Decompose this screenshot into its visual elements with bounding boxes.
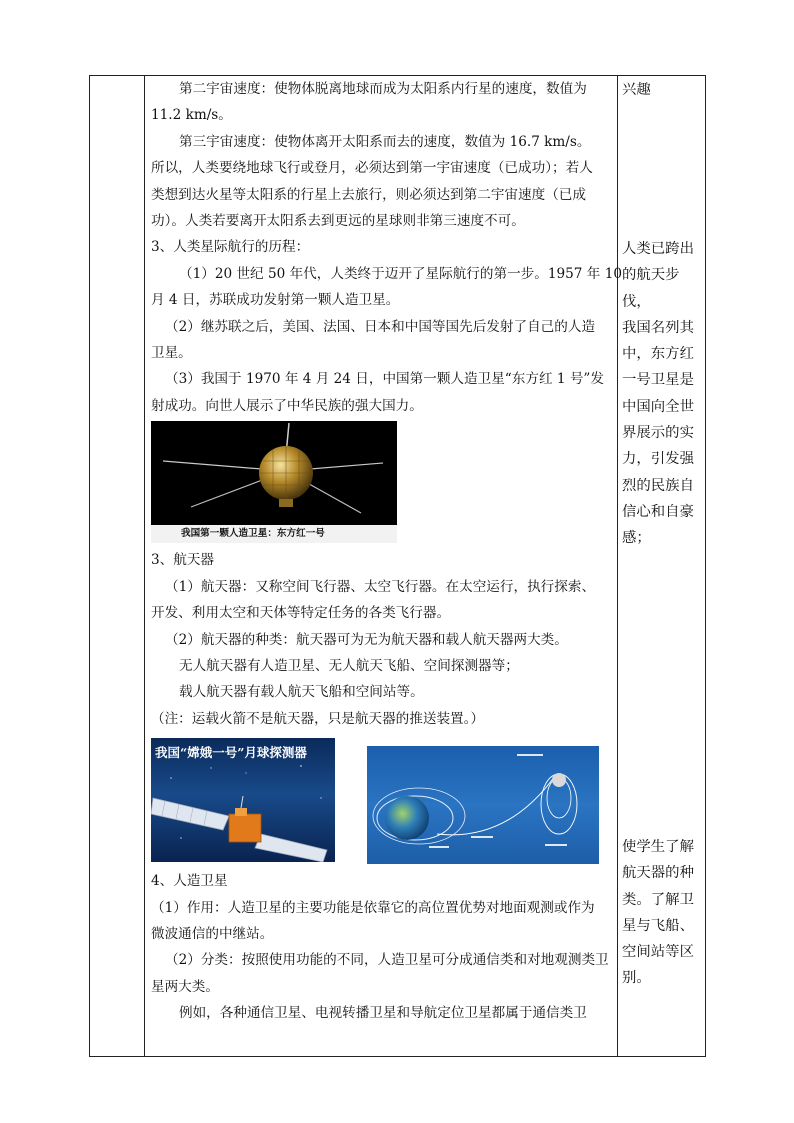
- satellite-illustration: [151, 421, 397, 525]
- side-note-line: 我国名列其: [622, 319, 694, 336]
- content-line: （2）继苏联之后，美国、法国、日本和中国等国先后发射了自己的人造: [165, 318, 596, 335]
- content-line: （3）我国于 1970 年 4 月 24 日，中国第一颗人造卫星“东方红 1 号”发: [165, 371, 604, 388]
- side-note-line: 的航天步伐，: [622, 267, 680, 310]
- side-note-line: 空间站等区: [622, 944, 694, 961]
- content-line: （1）作用：人造卫星的主要功能是依靠它的高位置优势对地面观测或作为: [151, 899, 595, 916]
- side-note-line: 中，东方红: [622, 346, 694, 363]
- content-line: 载人航天器有载人航天飞船和空间站等。: [179, 684, 424, 701]
- side-note-line: 航天器的种: [622, 865, 694, 882]
- orbit-illustration: [367, 746, 599, 864]
- content-line: 功）。人类若要离开太阳系去到更远的星球则非第三速度不可。: [151, 213, 525, 230]
- side-note-line: 使学生了解: [622, 839, 694, 855]
- side-note-line: 类。了解卫: [622, 891, 694, 908]
- content-line: 微波通信的中继站。: [151, 925, 274, 942]
- side-note-line: 人类已跨出: [622, 241, 694, 257]
- side-note-line: 一号卫星是: [622, 372, 694, 389]
- content-line: 第三宇宙速度：使物体离开太阳系而去的速度，数值为 16.7 km/s。: [179, 133, 591, 150]
- dongfanghong-satellite-image: [151, 421, 397, 525]
- side-note-spacecraft-goal: [622, 834, 704, 992]
- content-line: 4、人造卫星: [151, 873, 228, 890]
- content-line: 无人航天器有人造卫星、无人航天飞船、空间探测器等；: [179, 657, 519, 674]
- side-note-interest: [622, 77, 704, 103]
- content-line: 11.2 km/s。: [151, 107, 232, 124]
- content-line: 开发、利用太空和天体等特定任务的各类飞行器。: [151, 605, 451, 622]
- satellite-caption: 我国第一颗人造卫星：东方红一号: [151, 525, 397, 543]
- column-divider-right: [617, 76, 618, 1056]
- side-note-line: 信心和自豪: [622, 503, 694, 520]
- content-line: （2）航天器的种类：航天器可为无为航天器和载人航天器两大类。: [165, 631, 568, 648]
- side-note-line: 感；: [622, 530, 651, 547]
- side-note-line: 中国向全世: [622, 398, 694, 415]
- content-line: 3、人类星际航行的历程：: [151, 239, 310, 256]
- text-block-satellites: [151, 868, 613, 1026]
- side-note-line: 星与飞船、: [622, 917, 694, 934]
- content-line: （1）20 世纪 50 年代，人类终于迈开了星际航行的第一步。1957 年 10: [179, 265, 622, 282]
- side-note-line: 别。: [622, 970, 651, 987]
- spacecraft-figures: [151, 738, 613, 864]
- side-note-line: 界展示的实: [622, 425, 694, 442]
- content-line: （2）分类：按照使用功能的不同，人造卫星可分成通信类和对地观测类卫: [165, 952, 609, 969]
- content-column: [151, 76, 622, 1027]
- content-line: （注：运载火箭不是航天器，只是航天器的推送装置。）: [151, 710, 485, 727]
- content-line: 月 4 日，苏联成功发射第一颗人造卫星。: [151, 292, 400, 309]
- lesson-table: [89, 75, 706, 1057]
- text-block-speeds-history: [151, 76, 622, 419]
- text-block-spacecraft: [151, 547, 613, 732]
- content-line: 类想到达火星等太阳系的行星上去旅行，则必须达到第二宇宙速度（已成: [151, 186, 586, 203]
- content-line: 所以，人类要绕地球飞行或登月，必须达到第一宇宙速度（已成功）；若人: [151, 160, 593, 177]
- content-line: 例如，各种通信卫星、电视转播卫星和导航定位卫星都属于通信类卫: [179, 1005, 587, 1022]
- side-note-line: 力，引发强: [622, 451, 694, 468]
- chang-e-probe-image: [151, 738, 335, 862]
- side-note-line: 兴趣: [622, 82, 651, 98]
- content-line: 星两大类。: [151, 978, 219, 995]
- satellite-figure: [151, 421, 613, 543]
- side-note-line: 烈的民族自: [622, 477, 694, 494]
- lunar-orbit-diagram-image: [367, 746, 599, 864]
- content-line: 3、航天器: [151, 552, 215, 569]
- column-divider-left: [144, 76, 145, 1056]
- content-line: 射成功。向世人展示了中华民族的强大国力。: [151, 397, 423, 414]
- side-note-achievement: [622, 236, 704, 552]
- content-line: 卫星。: [151, 345, 192, 362]
- content-line: （1）航天器：又称空间飞行器、太空飞行器。在太空运行，执行探索、: [165, 578, 596, 595]
- chang-e-title: 我国“嫦娥一号”月球探测器: [155, 745, 307, 761]
- content-line: 第二宇宙速度：使物体脱离地球而成为太阳系内行星的速度，数值为: [179, 81, 587, 97]
